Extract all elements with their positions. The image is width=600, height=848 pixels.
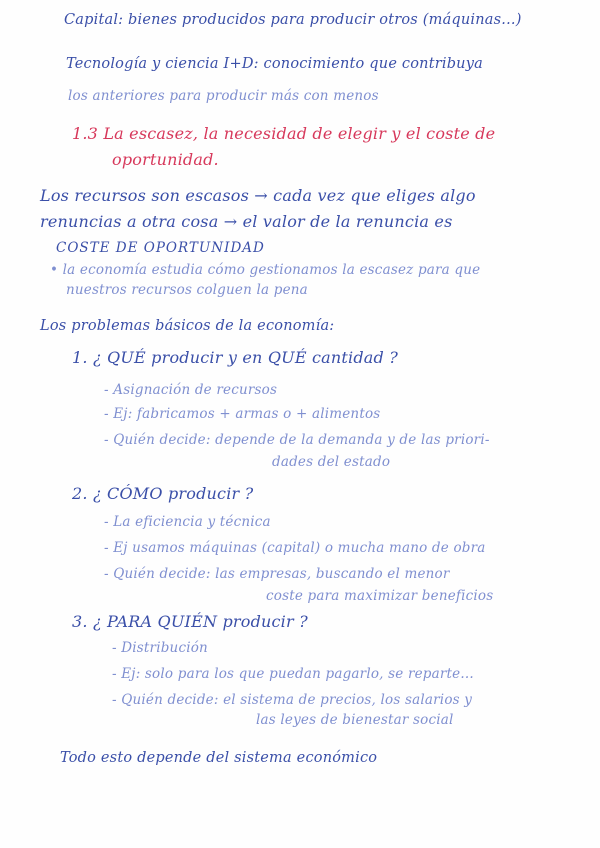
section-title-line-1: 1.3 La escasez, la necesidad de elegir y el coste de [72, 124, 496, 143]
note-line-coste-oportunidad: COSTE DE OPORTUNIDAD [56, 240, 265, 256]
question-3-item-b: - Ej: solo para los que puedan pagarlo, se reparte... [112, 666, 474, 682]
question-3: 3. ¿ PARA QUIÉN producir ? [72, 612, 308, 631]
question-3-item-a: - Distribución [112, 640, 208, 656]
question-2-item-b: - Ej usamos máquinas (capital) o mucha mano de obra [104, 540, 486, 556]
question-1-item-c: - Quién decide: depende de la demanda y de las priori- [104, 432, 490, 448]
question-1-item-a: - Asignación de recursos [104, 382, 278, 398]
question-2-item-a: - La eficiencia y técnica [104, 514, 271, 530]
note-bullet-line-1: • la economía estudia cómo gestionamos la escasez para que [50, 262, 481, 278]
question-2: 2. ¿ CÓMO producir ? [72, 484, 254, 503]
note-line-tecnologia: Tecnología y ciencia I+D: conocimiento que contribuya [66, 56, 483, 72]
section-title-line-2: oportunidad. [112, 150, 219, 169]
question-1: 1. ¿ QUÉ producir y en QUÉ cantidad ? [72, 348, 399, 367]
note-line-recursos: Los recursos son escasos → cada vez que eliges algo [40, 186, 476, 205]
question-1-item-c-cont: dades del estado [272, 454, 391, 470]
question-3-item-c: - Quién decide: el sistema de precios, los salarios y [112, 692, 473, 708]
question-1-item-b: - Ej: fabricamos + armas o + alimentos [104, 406, 381, 422]
note-bullet-line-2: nuestros recursos colguen la pena [66, 282, 308, 298]
note-line-anteriores: los anteriores para producir más con menos [68, 88, 379, 104]
question-2-item-c-cont: coste para maximizar beneficios [266, 588, 494, 604]
note-line-renuncias: renuncias a otra cosa → el valor de la renuncia es [40, 212, 453, 231]
section-heading-problemas: Los problemas básicos de la economía: [40, 318, 335, 334]
question-2-item-c: - Quién decide: las empresas, buscando el menor [104, 566, 450, 582]
question-3-item-c-cont: las leyes de bienestar social [256, 712, 454, 728]
note-line-conclusion: Todo esto depende del sistema económico [60, 750, 378, 766]
note-line-capital: Capital: bienes producidos para producir otros (máquinas...) [64, 12, 522, 28]
